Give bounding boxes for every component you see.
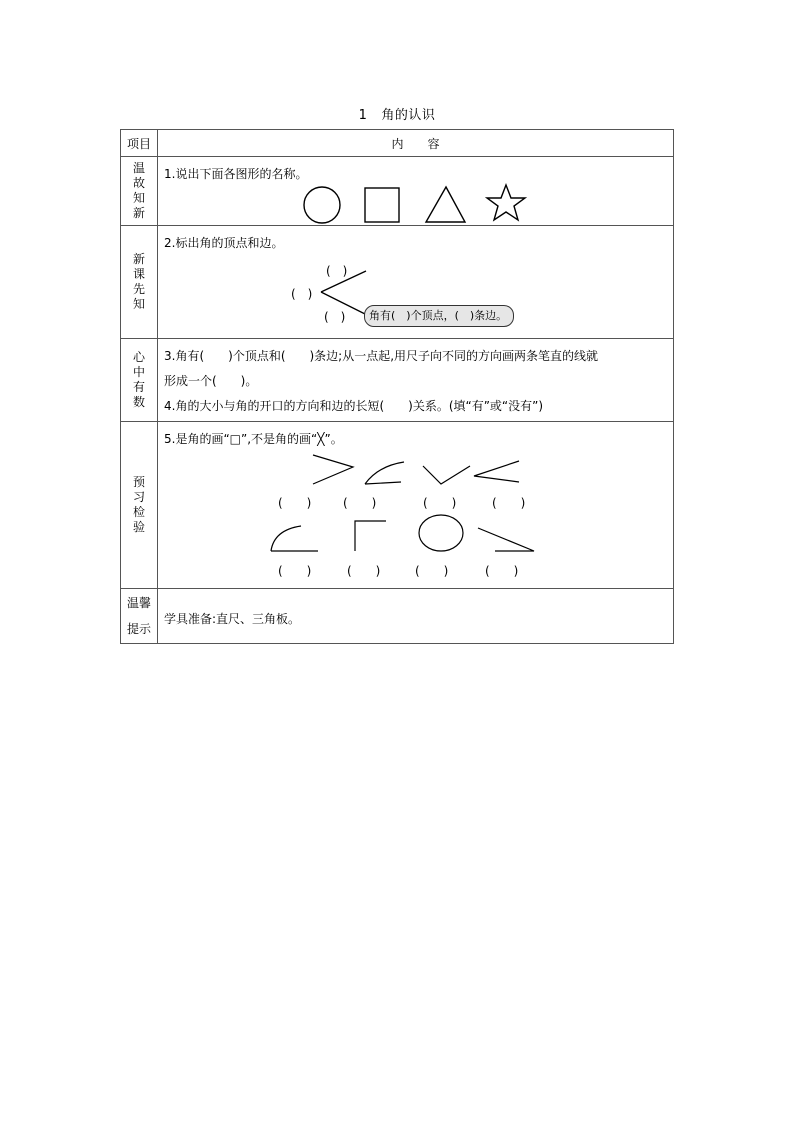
figure-angle-3 [423, 466, 470, 484]
square-shape [365, 188, 399, 222]
shapes-figure [158, 157, 676, 225]
row-label-check: 预习检验 [132, 475, 145, 534]
angle-fact-bubble: 角有( )个顶点，( )条边。 [364, 305, 514, 327]
answer-blank[interactable]: ( ) [347, 564, 381, 578]
star-shape [487, 185, 525, 220]
table-row [121, 157, 674, 226]
row-content-understand [158, 339, 674, 422]
table-row [121, 226, 674, 339]
tips-text: 学具准备:直尺、三角板。 [164, 612, 301, 626]
answer-blank[interactable]: ( ) [415, 564, 449, 578]
row-label-review: 温故知新 [132, 161, 145, 220]
figure-curve-1 [365, 462, 404, 484]
figure-angle-4 [474, 461, 519, 482]
worksheet-table [120, 129, 674, 644]
answer-blank[interactable]: ( ) [492, 496, 526, 510]
figure-angle-8 [478, 528, 534, 551]
figure-curve-1-base [365, 482, 401, 484]
answer-blank[interactable]: ( ) [278, 496, 312, 510]
header-project: 项目 [121, 130, 158, 157]
table-row [121, 589, 674, 644]
table-row [121, 422, 674, 589]
question-4: 4.角的大小与角的开口的方向和边的长短( )关系。(填“有”或“没有”) [164, 399, 544, 413]
table-row [121, 339, 674, 422]
row-content-preview [158, 226, 674, 339]
figure-angle-1 [313, 455, 353, 484]
row-label-tips: 温馨提示 [126, 596, 151, 636]
side-label-blank-upper: ( ) [326, 264, 348, 278]
side-label-blank-lower: ( ) [324, 310, 346, 324]
circle-shape [304, 187, 340, 223]
header-content: 内容 [158, 130, 674, 157]
figure-right-angle [355, 521, 386, 551]
triangle-shape [426, 187, 465, 222]
answer-blank[interactable]: ( ) [343, 496, 377, 510]
row-content-check [158, 422, 674, 589]
question-3-line1: 3.角有( )个顶点和( )条边;从一点起,用尺子向不同的方向画两条笔直的线就 [164, 349, 599, 363]
page-title [0, 104, 794, 123]
row-content-review [158, 157, 674, 226]
figure-quarter-arc [271, 526, 301, 551]
answer-blank[interactable]: ( ) [278, 564, 312, 578]
row-label-preview: 新课先知 [132, 252, 145, 311]
figure-circle [419, 515, 463, 551]
question-1: 1.说出下面各图形的名称。 [164, 167, 308, 181]
question-5: 5.是角的画“□”,不是角的画“╳”。 [164, 432, 343, 446]
table-header-row [121, 130, 674, 157]
question-2: 2.标出角的顶点和边。 [164, 236, 284, 250]
row-content-tips [158, 589, 674, 644]
question-3-line2: 形成一个( )。 [164, 374, 258, 388]
answer-blank[interactable]: ( ) [423, 496, 457, 510]
title-number: 1 [358, 108, 368, 123]
title-text: 角的认识 [381, 108, 436, 123]
answer-blank[interactable]: ( ) [485, 564, 519, 578]
row-label-understand: 心中有数 [132, 350, 145, 409]
vertex-label-blank: ( ) [291, 287, 313, 301]
